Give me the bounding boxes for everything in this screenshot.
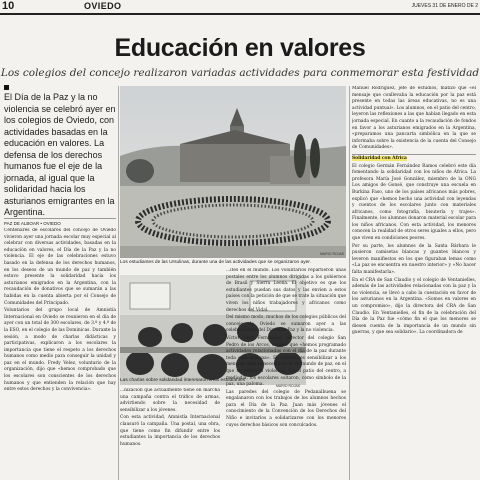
photo-credit: MARIO ROJAS: [320, 252, 345, 256]
photo-schoolyard-image: [120, 86, 346, 258]
photo-caption: Los estudiantes de las Ursulinas, durante una de las actividades que se organizaron ayer.: [120, 260, 311, 265]
column-middle-left: [120, 388, 220, 480]
column-left-paragraph: Voluntarios del grupo local de Amnistía Internacional en Oviedo se reunieron en el día de ayer con un total de 300 escolares, de 3.º y 4.º de la ESO, en el colegio de las Dominicas. Durante la sesión, a modo de charlas didácticas y participativas, explicaron a los escolares la importancia que tiene el respeto a los derechos humanos como medio para conseguir la unidad y paz en el mundo. Fredy Velez, voluntario de la organización, dijo que «hemos comprobado que los escolares son conscientes de los derechos humanos y que entienden la relación que hay entre estos derechos y la convivencia».: [4, 308, 116, 393]
page-number: 10: [2, 0, 15, 12]
photo-caption: Las charlas sobre solidaridad interesaron a los estudiantes: [120, 378, 246, 383]
column-divider: [118, 86, 119, 480]
headline: Educación en valores: [114, 34, 366, 62]
column-right: [352, 86, 476, 480]
column-middle-left-paragraph: ...nización que actualmente tiene en marcha una campaña contra el tráfico de armas, advirtiendo sobre la necesidad de sensibilizar a los jóvenes.: [120, 388, 220, 413]
column-middle-right-paragraph: ...ités en el mundo. Los voluntarios repartieron unas postales entre los alumnos dirigidas a los gobiernos de Brasil y Sierra Leona. El objetivo es que los estudiantes puedan sus datos y las envíen a estos países con la petición de que se trate la situación que viven los niños trabajadores y africanos como derechos del Vidal.: [226, 268, 346, 313]
photo-schoolyard: [120, 86, 346, 258]
lead-marker: [4, 85, 9, 90]
subtitle: Los colegios del concejo realizaron variadas actividades para conmemorar esta festividad: [0, 67, 480, 79]
lead-paragraph: [4, 85, 116, 219]
column-left: [4, 228, 116, 480]
column-right-paragraph: El colegio Germán Fernández Ramos celebró este día fomentando la solidaridad con los niños de África. La profesora María José González, miembro de la ONG Los amigos de Gonsé, que construye una escuela en Burkina Faso, uno de los países africanos más pobres, explicó que «hemos hecho una actividad con leyendas y cuentos de los escolares junto con materiales africanos, como fotografía, bisutería y trajes». Finalmente, los alumnos donaron material escolar para los niños africanos. Con esta actividad, los menores conocen la realidad de otros seres iguales a ellos, pero que viven en condiciones peores.: [352, 163, 476, 242]
column-divider: [349, 86, 350, 480]
page-header: [0, 0, 480, 15]
lead-text: El Día de la Paz y la no violencia se celebró ayer en los colegios de Oviedo, con actividades basadas en la educación en valores. La defensa de los derechos humanos fue el eje de la jornada, al igual que la solidaridad hacia los asturianos emigrantes en la Argentina.: [4, 92, 116, 217]
column-middle-right: [226, 268, 346, 480]
subheading-highlight: Solidaridad con África: [352, 155, 407, 161]
subheading: [352, 154, 476, 163]
column-middle-right-paragraph: Del mismo modo, muchos de los colegios públicos del concejo de Oviedo se sumaron ayer a las celebraciones del Día de la Paz y la no violencia.: [226, 315, 346, 334]
photo-credit: MARIO ROJAS: [276, 384, 301, 388]
column-right-paragraph: Manuel Rodríguez, jefe de estudios, matizó que «el mensaje que conllevaba la educación por la paz está presente en todas las áreas educativas, no es una actividad puntual». Los alumnos, en el patio del centro, leyeron las reflexiones a las que habían llegado en esta jornada especial. En cuanto a la recaudación de fondos en favor a los asturianos emigrados en la Argentina, «preparamos una pancarta simbólica en la que se informaba sobre la existencia de la cuenta del Consejo de Comunidades».: [352, 86, 476, 151]
column-middle-right-paragraph: Las paredes del colegio de Pedanalbuena se engalanaron con los trabajos de los alumnos hechos para el Día de la Paz. Juan más jóvenes el conocimiento de la Convención de los Derechos del Niño e invitarlos a solidarizarse con los menores cuyos derechos básicos son conculcados.: [226, 389, 346, 428]
column-middle-right-paragraph: Víctor León Fernández, director del colegio San Pedro de los Arcos, explicó que «hemos programado actividades relacionadas con el día de la paz durante toda esta semana». El objetivo es sensibilizar a los menores ante la necesidad de un mundo de paz, en el que no exista la violencia. En el patio del centro, a mediodía, los escolares soltaron, como símbolo de la paz, una paloma.: [226, 335, 346, 388]
column-right-paragraph: Por su parte, los alumnos de la Santa Bárbara le pusieron camisetas blancas y guantes blancos y leveron manifiestos en los que figuraban lemas como «La paz se encuentra en nuestro interior» y «No hacer falta manifestarla».: [352, 243, 476, 276]
section-title: OVIEDO: [84, 1, 122, 11]
column-right-paragraph: En el CRA de San Claudio y el colegio de Ventanielles, además de las actividades relacionadas con la paz y la no violencia, se llevó a cabo la cuestación en favor de los asturianos en la Argentina. «Somos en valores en un compromiso», dijo la directora del CRA de San Claudio. En Ventanielles, el fin de la celebración del Día de la Paz fue «cómo fin el que los menores se diesen cuenta de la importancia de un mundo sin guerras, y que sea solidario». La coordinadora de: [352, 277, 476, 336]
column-left-paragraph: Centenares de escolares del concejo de Oviedo vivieron ayer una jornada escolar muy especial al celebrar con diversas actividades, basadas en la educación en valores, el Día de la Paz y la no violencia. El eje de las celebraciones estuvo basado en la defensa de los derechos humanos, en los deseos de un mundo de paz y también estuvo presente la solidaridad hacia los asturianos emigrados en la Argentina, con la recaudación de donativos que se sumarán a las habidas en la cuenta abierta por el Consejo de Comunidades del Principado.: [4, 228, 116, 306]
issue-date: JUEVES 31 DE ENERO DE 2: [411, 3, 478, 9]
column-middle-left-paragraph: Con esta actividad, Amnistía Internacional clausuró la campaña. Una postal, una obra, que tiene como fin difundir entre los estudiantes la importancia de los derechos humanos.: [120, 415, 220, 447]
byline: PAZ DE ALBOAR • OVIEDO: [4, 218, 116, 226]
